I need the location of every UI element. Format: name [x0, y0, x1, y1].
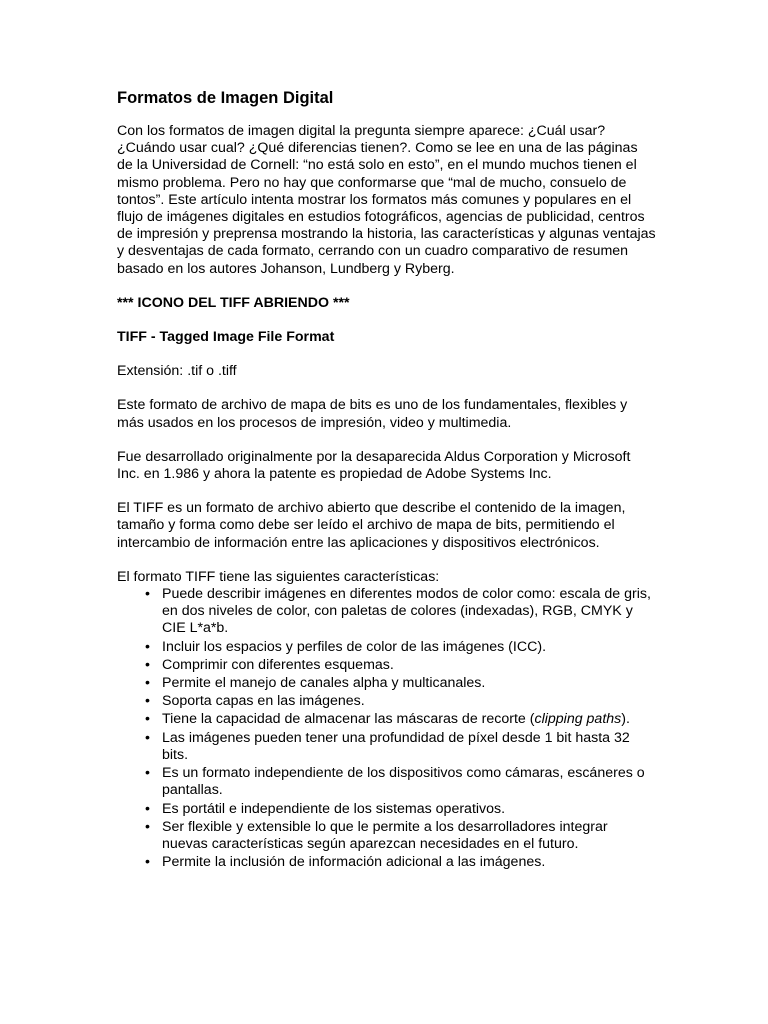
bullet-icon: •: [145, 765, 150, 782]
bullet-icon: •: [145, 800, 150, 817]
bullet-icon: •: [145, 818, 150, 835]
list-item-text: Es un formato independiente de los dispositivos como cámaras, escáneres o pantallas.: [162, 765, 645, 799]
list-item-text: Es portátil e independiente de los sistemas operativos.: [162, 800, 506, 817]
list-item-text: Puede describir imágenes en diferentes modos de color como: escala de gris, en dos niveles de color, con paletas de colores (indexadas), RGB, CMYK y CIE L*a*b.: [162, 586, 651, 637]
list-intro: El formato TIFF tiene las siguientes características:: [117, 568, 440, 585]
list-item: [117, 639, 657, 656]
list-item-italic-term: clipping paths: [534, 711, 622, 728]
bullet-icon: •: [145, 854, 150, 871]
list-item: [117, 801, 657, 818]
feature-list: [117, 586, 657, 871]
list-item-text: Incluir los espacios y perfiles de color de las imágenes (ICC).: [162, 638, 547, 655]
list-item-text: Ser flexible y extensible lo que le permite a los desarrolladores integrar nuevas características según aparezcan necesidades en el futuro.: [162, 818, 608, 852]
paragraph-historia: Fue desarrollado originalmente por la desaparecida Aldus Corporation y Microsoft Inc. en 1.986 y ahora la patente es propiedad de Adobe Systems Inc.: [117, 448, 631, 483]
extension-line: Extensión: .tif o .tiff: [117, 363, 237, 380]
list-item-text: Permite la inclusión de información adicional a las imágenes.: [162, 854, 546, 871]
list-item-text: Las imágenes pueden tener una profundidad de píxel desde 1 bit hasta 32 bits.: [162, 729, 630, 763]
bullet-icon: •: [145, 638, 150, 655]
paragraph-formato: Este formato de archivo de mapa de bits es uno de los fundamentales, flexibles y más usados en los procesos de impresión, video y multimedia.: [117, 397, 628, 431]
list-item-text: Permite el manejo de canales alpha y multicanales.: [162, 675, 486, 692]
icon-placeholder-text: *** ICONO DEL TIFF ABRIENDO ***: [117, 294, 350, 311]
bullet-icon: •: [145, 586, 150, 603]
section-heading-tiff: TIFF - Tagged Image File Format: [117, 329, 335, 346]
intro-paragraph: Con los formatos de imagen digital la pregunta siempre aparece: ¿Cuál usar? ¿Cuándo usar cual? ¿Qué diferencias tienen?. Como se lee en una de las páginas de la Universidad de Cornell: “no está solo en esto”, en el mundo muchos tienen el mismo problema. Pero no hay que conformarse que “mal de mucho, consuelo de tontos”. Este artículo intenta mostrar los formatos más comunes y populares en el flujo de imágenes digitales en estudios fotográficos, agencias de publicidad, centros de impresión y preprensa mostrando la historia, las características y algunas ventajas y desventajas de cada formato, cerrando con un cuadro comparativo de resumen basado en los autores Johanson, Lundberg y Ryberg.: [117, 123, 656, 277]
list-item-text: Soporta capas en las imágenes.: [162, 693, 365, 710]
list-item: [117, 586, 657, 638]
bullet-icon: •: [145, 693, 150, 710]
bullet-icon: •: [145, 656, 150, 673]
paragraph-descripcion: El TIFF es un formato de archivo abierto que describe el contenido de la imagen, tamaño y forma como debe ser leído el archivo de mapa de bits, permitiendo el intercambio de información entre las aplicaciones y dispositivos electrónicos.: [117, 500, 626, 551]
bullet-icon: •: [145, 729, 150, 746]
bullet-icon: •: [145, 711, 150, 728]
list-item: [117, 730, 657, 764]
list-item-text-end: ).: [621, 711, 630, 728]
list-item: [117, 693, 657, 710]
list-item: [117, 711, 657, 728]
list-item: [117, 765, 657, 799]
list-item-text: [162, 711, 630, 727]
document-title: Formatos de Imagen Digital: [117, 89, 334, 107]
list-item: [117, 675, 657, 692]
bullet-icon: •: [145, 675, 150, 692]
list-item-text: Comprimir con diferentes esquemas.: [162, 656, 394, 673]
document-page: [117, 88, 657, 872]
list-item: [117, 657, 657, 674]
list-item: [117, 854, 657, 871]
list-item-text-start: Tiene la capacidad de almacenar las máscaras de recorte (: [162, 711, 535, 728]
list-item: [117, 819, 657, 853]
